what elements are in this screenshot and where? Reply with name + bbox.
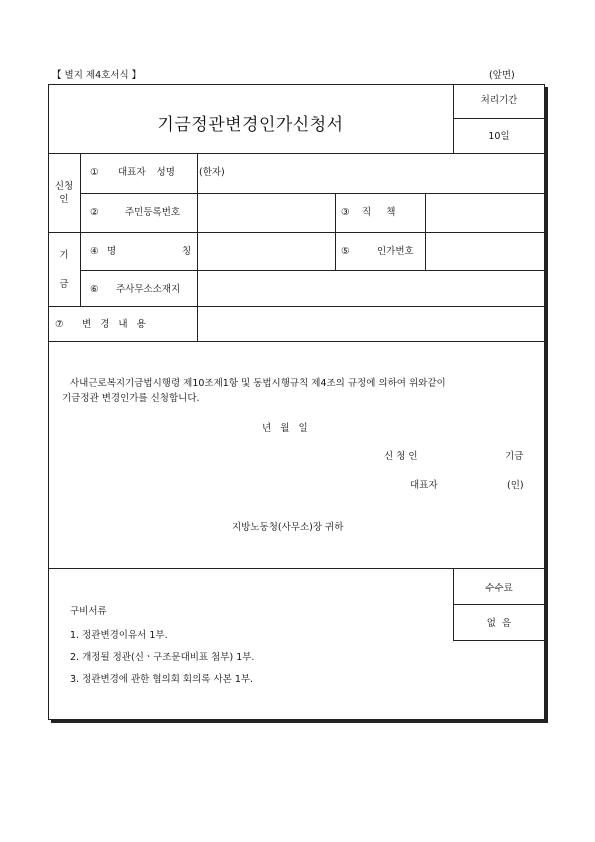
form-number: 【 별지 제4호서식 】 <box>52 70 142 81</box>
fund-name-field[interactable] <box>198 233 334 269</box>
required-document-item-2: 2. 개정될 정관(신ㆍ구조문대비표 첨부) 1부. <box>70 652 255 663</box>
name-label-b: 칭 <box>182 246 192 257</box>
required-documents-heading: 구비서류 <box>70 606 107 617</box>
approval-number-label: 인가번호 <box>377 246 414 257</box>
group-divider <box>80 153 81 306</box>
position-label: 직 책 <box>362 207 396 218</box>
applicant-label: 신 청 인 <box>384 451 418 462</box>
addressee: 지방노동청(사무소)장 귀하 <box>232 522 344 533</box>
field-1-number: ① <box>90 167 99 178</box>
field-5-number: ⑤ <box>341 246 350 257</box>
required-document-item-1: 1. 정관변경이유서 1부. <box>70 630 168 641</box>
representative-name-field[interactable] <box>232 154 544 192</box>
resident-number-field[interactable] <box>198 194 334 231</box>
field-7-number: ⑦ <box>55 319 64 330</box>
statement-line-2: 기금정관 변경인가를 신청합니다. <box>62 393 200 404</box>
applicant-group-label-2: 인 <box>59 194 69 205</box>
field-2-number: ② <box>90 207 99 218</box>
statement-line-1: 사내근로복지기금법시행령 제10조제1항 및 동법시행규칙 제4조의 규정에 의하여 위와같이 <box>70 378 446 389</box>
fund-group-label-2: 금 <box>59 279 69 290</box>
field-3-number: ③ <box>341 207 350 218</box>
fund-signature-label: 기금 <box>505 451 524 462</box>
hanja-note: (한자) <box>199 167 225 178</box>
resident-number-label: 주민등록번호 <box>125 207 181 218</box>
change-details-label: 변 경 내 용 <box>82 319 147 330</box>
fee-divider <box>453 604 545 605</box>
main-office-address-label: 주사무소소재지 <box>116 284 181 295</box>
seal-mark: (인) <box>507 480 524 491</box>
name-label-a: 명 <box>107 246 117 257</box>
field-4-number: ④ <box>90 246 99 257</box>
form-title: 기금정관변경인가신청서 <box>157 115 344 135</box>
approval-number-field[interactable] <box>426 233 544 269</box>
processing-divider <box>453 118 545 119</box>
fund-group-label-1: 기 <box>59 250 69 261</box>
change-details-field[interactable] <box>198 307 544 340</box>
processing-period-value: 10일 <box>488 131 510 142</box>
representative-label: 대표자 <box>410 480 438 491</box>
processing-period-label: 처리기간 <box>480 95 518 106</box>
fee-value: 없 음 <box>486 618 512 629</box>
row-line-6 <box>48 341 545 342</box>
date-line: 년 월 일 <box>262 423 308 434</box>
position-field[interactable] <box>426 194 544 231</box>
fee-label: 수수료 <box>485 583 513 594</box>
row-line-7 <box>48 568 545 569</box>
required-document-item-3: 3. 정관변경에 관한 협의회 회의록 사본 1부. <box>70 674 254 685</box>
mid-divider-left <box>335 193 336 270</box>
main-office-address-field[interactable] <box>198 271 544 305</box>
representative-name-label: 대표자 성명 <box>118 167 175 178</box>
field-6-number: ⑥ <box>90 284 99 295</box>
fee-bottom <box>453 640 545 641</box>
applicant-group-label-1: 신청 <box>54 181 74 192</box>
page-side-label: (앞면) <box>489 70 515 81</box>
